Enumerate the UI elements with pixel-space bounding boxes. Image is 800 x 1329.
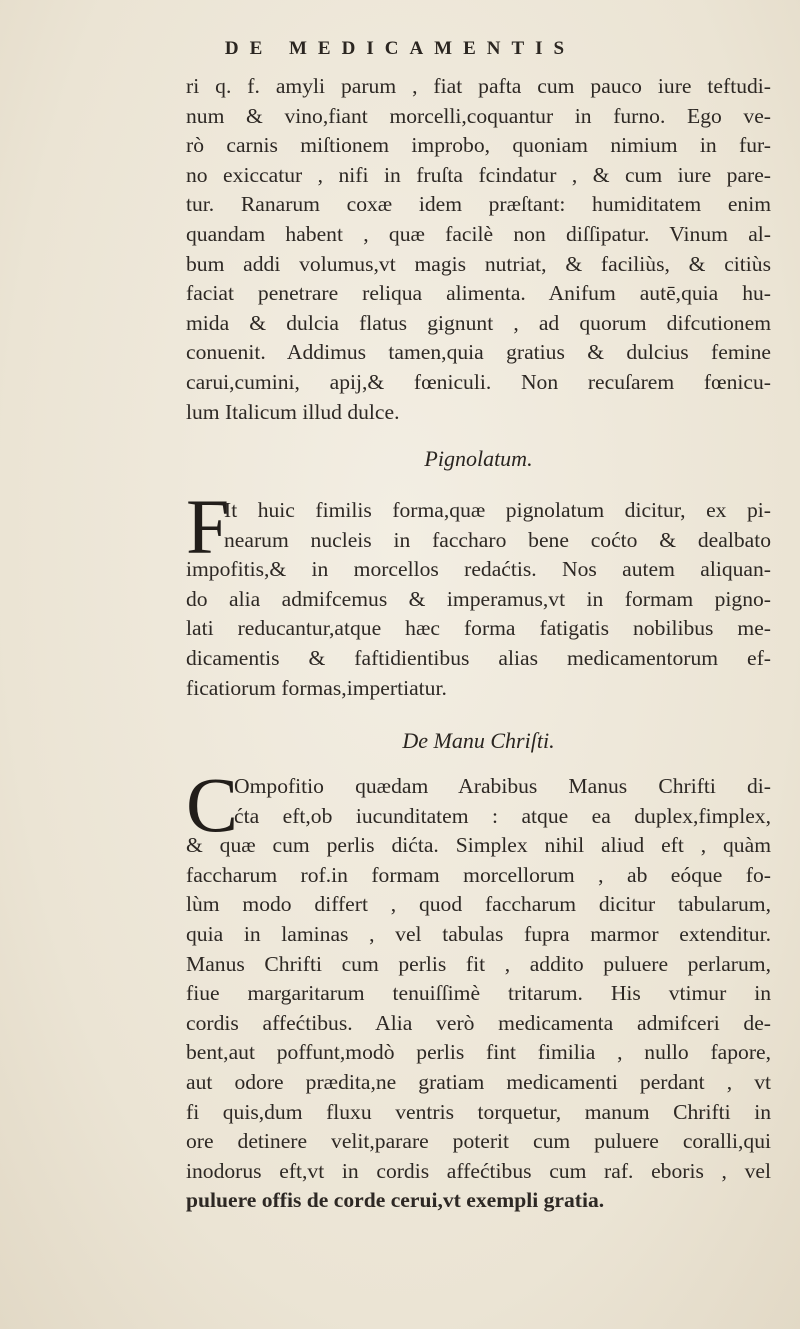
text-line: It huic fimilis forma,quæ pignolatum dicitur, ex pi-: [224, 498, 771, 522]
text-line: num & vino,fiant morcelli,coquantur in furno. Ego ve-: [186, 103, 771, 128]
section-heading-manus-christi: De Manu Chriſti.: [402, 728, 555, 753]
section-heading-pignolatum: Pignolatum.: [424, 446, 533, 471]
text-line: & quæ cum perlis dićta. Simplex nihil aliud eft , quàm: [186, 833, 771, 858]
text-line: tur. Ranarum coxæ idem præſtant: humiditatem enim: [186, 192, 771, 217]
text-line: conuenit. Addimus tamen,quia gratius & dulcius femine: [186, 340, 771, 365]
text-line: fiue margaritarum tenuiſſimè tritarum. His vtimur in: [186, 981, 771, 1006]
text-line: dicamentis & faftidientibus alias medicamentorum ef-: [186, 645, 771, 670]
text-line: Ompofitio quædam Arabibus Manus Chrifti di-: [234, 774, 771, 798]
drop-cap: F: [186, 483, 230, 570]
text-line: no exiccatur , nifi in fruſta fcindatur , & cum iure pare-: [186, 162, 771, 187]
text-line: rò carnis miſtionem improbo, quoniam nimium in fur-: [186, 133, 771, 158]
text-line: aut odore prædita,ne gratiam medicamenti perdant , vt: [186, 1069, 771, 1094]
text-line: lum Italicum illud dulce.: [186, 399, 400, 424]
text-line: ficatiorum formas,impertiatur.: [186, 675, 447, 700]
text-line: do alia admifcemus & imperamus,vt in formam pigno-: [186, 586, 771, 611]
text-line: fi quis,dum fluxu ventris torquetur, manum Chrifti in: [186, 1099, 771, 1124]
text-line: impofitis,& in morcellos redaćtis. Nos autem aliquan-: [186, 557, 771, 582]
text-line: lati reducantur,atque hæc forma fatigatis nobilibus me-: [186, 616, 771, 641]
text-line: ri q. f. amyli parum , fiat pafta cum pauco iure teftudi-: [186, 74, 771, 98]
text-line: cordis affećtibus. Alia verò medicamenta admifceri de-: [186, 1010, 771, 1035]
text-line: bent,aut poffunt,modò perlis fint fimilia , nullo fapore,: [186, 1040, 771, 1065]
text-line: quia in laminas , vel tabulas fupra marmor extenditur.: [186, 921, 771, 946]
paragraph-1: [186, 72, 771, 427]
text-line: puluere offis de corde cerui,vt exempli gratia.: [186, 1188, 605, 1213]
text-line: faciat penetrare reliqua alimenta. Anifum autē,quia hu-: [186, 281, 771, 306]
text-line: ćta eft,ob iucunditatem : atque ea duplex,fimplex,: [234, 803, 771, 828]
paragraph-2: [186, 496, 771, 703]
text-line: Manus Chrifti cum perlis fit , addito puluere perlarum,: [186, 951, 771, 976]
text-line: nearum nucleis in faccharo bene coćto & dealbato: [224, 527, 771, 552]
drop-cap: C: [186, 761, 239, 848]
text-line: ore detinere velit,parare poterit cum puluere coralli,qui: [186, 1129, 771, 1154]
running-head: DE MEDICAMENTIS: [224, 38, 576, 59]
text-line: carui,cumini, apij,& fœniculi. Non recuſarem fœnicu-: [186, 369, 771, 394]
text-line: bum addi volumus,vt magis nutriat, & faciliùs, & citiùs: [186, 251, 771, 276]
text-line: inodorus eft,vt in cordis affećtibus cum raf. eboris , vel: [186, 1158, 771, 1183]
text-line: quandam habent , quæ facilè non diſſipatur. Vinum al-: [186, 221, 771, 246]
paragraph-3: [186, 761, 771, 1216]
text-line: faccharum rof.in formam morcellorum , ab eóque fo-: [186, 862, 771, 887]
text-line: mida & dulcia flatus gignunt , ad quorum difcutionem: [186, 310, 771, 335]
text-line: lùm modo differt , quod faccharum dicitur tabularum,: [186, 892, 771, 917]
